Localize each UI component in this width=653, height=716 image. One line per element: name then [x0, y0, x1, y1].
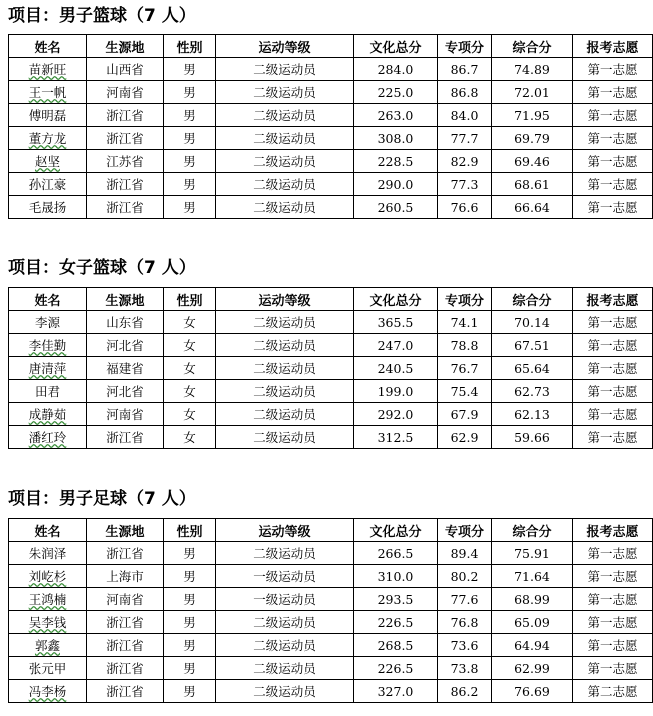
cell-origin: 浙江省 — [87, 542, 164, 565]
table-row — [9, 380, 653, 403]
header-total: 文化总分 — [354, 288, 438, 311]
cell-origin: 福建省 — [87, 357, 164, 380]
cell-gender: 男 — [164, 150, 216, 173]
cell-special: 77.7 — [438, 127, 492, 150]
student-name: 王一帆 — [28, 85, 67, 100]
table-row — [9, 565, 653, 588]
cell-level: 二级运动员 — [216, 104, 354, 127]
cell-total: 290.0 — [354, 173, 438, 196]
section-title-women-basketball: 项目：女子篮球（7 人） — [8, 258, 196, 278]
cell-level: 二级运动员 — [216, 127, 354, 150]
cell-total: 327.0 — [354, 680, 438, 703]
cell-total: 263.0 — [354, 104, 438, 127]
cell-level: 一级运动员 — [216, 565, 354, 588]
cell-level: 二级运动员 — [216, 58, 354, 81]
cell-name — [9, 334, 87, 357]
cell-origin: 河北省 — [87, 334, 164, 357]
header-choice: 报考志愿 — [573, 288, 653, 311]
header-level: 运动等级 — [216, 519, 354, 542]
cell-choice: 第一志愿 — [573, 426, 653, 449]
cell-composite: 69.79 — [492, 127, 573, 150]
student-name: 赵坚 — [34, 154, 60, 169]
cell-level: 二级运动员 — [216, 542, 354, 565]
cell-composite: 59.66 — [492, 426, 573, 449]
cell-name — [9, 380, 87, 403]
cell-total: 266.5 — [354, 542, 438, 565]
cell-total: 268.5 — [354, 634, 438, 657]
header-row — [9, 35, 653, 58]
cell-level: 二级运动员 — [216, 634, 354, 657]
header-total: 文化总分 — [354, 519, 438, 542]
cell-special: 80.2 — [438, 565, 492, 588]
cell-total: 247.0 — [354, 334, 438, 357]
student-name: 朱润泽 — [28, 546, 67, 561]
cell-origin: 江苏省 — [87, 150, 164, 173]
header-gender: 性别 — [164, 35, 216, 58]
cell-gender: 男 — [164, 81, 216, 104]
cell-name — [9, 58, 87, 81]
cell-origin: 河南省 — [87, 403, 164, 426]
cell-total: 226.5 — [354, 611, 438, 634]
cell-gender: 男 — [164, 542, 216, 565]
cell-gender: 男 — [164, 634, 216, 657]
cell-special: 73.6 — [438, 634, 492, 657]
header-choice: 报考志愿 — [573, 519, 653, 542]
cell-total: 284.0 — [354, 58, 438, 81]
cell-origin: 河南省 — [87, 81, 164, 104]
header-special: 专项分 — [438, 288, 492, 311]
cell-composite: 62.13 — [492, 403, 573, 426]
table-row — [9, 403, 653, 426]
cell-choice: 第一志愿 — [573, 334, 653, 357]
student-name: 傅明磊 — [28, 108, 67, 123]
cell-choice: 第一志愿 — [573, 588, 653, 611]
cell-level: 二级运动员 — [216, 380, 354, 403]
cell-choice: 第一志愿 — [573, 81, 653, 104]
cell-origin: 浙江省 — [87, 196, 164, 219]
cell-gender: 女 — [164, 426, 216, 449]
cell-special: 73.8 — [438, 657, 492, 680]
cell-gender: 女 — [164, 403, 216, 426]
cell-level: 二级运动员 — [216, 196, 354, 219]
cell-name — [9, 657, 87, 680]
table-women-basketball — [8, 287, 653, 449]
table-row — [9, 680, 653, 703]
cell-composite: 71.64 — [492, 565, 573, 588]
header-level: 运动等级 — [216, 35, 354, 58]
cell-composite: 62.99 — [492, 657, 573, 680]
cell-level: 二级运动员 — [216, 611, 354, 634]
cell-choice: 第一志愿 — [573, 58, 653, 81]
cell-gender: 女 — [164, 311, 216, 334]
cell-special: 76.7 — [438, 357, 492, 380]
cell-name — [9, 611, 87, 634]
cell-gender: 男 — [164, 58, 216, 81]
cell-gender: 女 — [164, 334, 216, 357]
cell-name — [9, 588, 87, 611]
cell-level: 二级运动员 — [216, 173, 354, 196]
cell-total: 199.0 — [354, 380, 438, 403]
cell-name — [9, 196, 87, 219]
cell-gender: 男 — [164, 196, 216, 219]
cell-special: 75.4 — [438, 380, 492, 403]
cell-choice: 第一志愿 — [573, 196, 653, 219]
cell-total: 240.5 — [354, 357, 438, 380]
cell-name — [9, 127, 87, 150]
cell-choice: 第一志愿 — [573, 150, 653, 173]
table-men-football — [8, 518, 653, 703]
cell-choice: 第一志愿 — [573, 173, 653, 196]
table-row — [9, 81, 653, 104]
cell-choice: 第一志愿 — [573, 127, 653, 150]
table-row — [9, 357, 653, 380]
cell-choice: 第一志愿 — [573, 611, 653, 634]
student-name: 董方龙 — [28, 131, 67, 146]
header-special: 专项分 — [438, 519, 492, 542]
cell-origin: 浙江省 — [87, 611, 164, 634]
header-special: 专项分 — [438, 35, 492, 58]
cell-level: 二级运动员 — [216, 657, 354, 680]
student-name: 苗新旺 — [28, 62, 67, 77]
header-level: 运动等级 — [216, 288, 354, 311]
header-origin: 生源地 — [87, 288, 164, 311]
table-row — [9, 173, 653, 196]
cell-composite: 74.89 — [492, 58, 573, 81]
cell-name — [9, 426, 87, 449]
cell-name — [9, 542, 87, 565]
cell-special: 86.2 — [438, 680, 492, 703]
cell-origin: 浙江省 — [87, 657, 164, 680]
cell-choice: 第一志愿 — [573, 403, 653, 426]
cell-origin: 浙江省 — [87, 680, 164, 703]
cell-total: 292.0 — [354, 403, 438, 426]
cell-level: 二级运动员 — [216, 150, 354, 173]
header-row — [9, 519, 653, 542]
cell-choice: 第一志愿 — [573, 104, 653, 127]
table-row — [9, 311, 653, 334]
cell-special: 62.9 — [438, 426, 492, 449]
cell-origin: 浙江省 — [87, 127, 164, 150]
cell-composite: 76.69 — [492, 680, 573, 703]
cell-gender: 男 — [164, 680, 216, 703]
cell-special: 82.9 — [438, 150, 492, 173]
cell-level: 二级运动员 — [216, 334, 354, 357]
table-row — [9, 634, 653, 657]
cell-name — [9, 680, 87, 703]
cell-origin: 浙江省 — [87, 173, 164, 196]
header-origin: 生源地 — [87, 35, 164, 58]
cell-origin: 浙江省 — [87, 634, 164, 657]
student-name: 冯李杨 — [28, 684, 67, 699]
cell-special: 67.9 — [438, 403, 492, 426]
header-name: 姓名 — [9, 35, 87, 58]
student-name: 张元甲 — [28, 661, 67, 676]
cell-total: 228.5 — [354, 150, 438, 173]
cell-composite: 70.14 — [492, 311, 573, 334]
cell-name — [9, 634, 87, 657]
student-name: 王鸿楠 — [28, 592, 67, 607]
student-name: 李源 — [34, 315, 60, 330]
table-row — [9, 542, 653, 565]
cell-choice: 第一志愿 — [573, 634, 653, 657]
cell-choice: 第一志愿 — [573, 380, 653, 403]
cell-name — [9, 357, 87, 380]
cell-composite: 64.94 — [492, 634, 573, 657]
student-name: 孙江豪 — [28, 177, 67, 192]
table-men-basketball — [8, 34, 653, 219]
header-gender: 性别 — [164, 519, 216, 542]
header-origin: 生源地 — [87, 519, 164, 542]
student-name: 毛晟扬 — [28, 200, 67, 215]
cell-gender: 女 — [164, 380, 216, 403]
cell-composite: 72.01 — [492, 81, 573, 104]
cell-origin: 浙江省 — [87, 426, 164, 449]
cell-origin: 河北省 — [87, 380, 164, 403]
cell-choice: 第二志愿 — [573, 680, 653, 703]
header-name: 姓名 — [9, 288, 87, 311]
cell-gender: 女 — [164, 357, 216, 380]
cell-special: 86.7 — [438, 58, 492, 81]
cell-composite: 68.99 — [492, 588, 573, 611]
cell-total: 260.5 — [354, 196, 438, 219]
student-name: 田君 — [34, 384, 60, 399]
table-row — [9, 127, 653, 150]
cell-composite: 75.91 — [492, 542, 573, 565]
student-name: 李佳勤 — [28, 338, 67, 353]
cell-composite: 65.64 — [492, 357, 573, 380]
cell-choice: 第一志愿 — [573, 657, 653, 680]
header-composite: 综合分 — [492, 288, 573, 311]
cell-level: 二级运动员 — [216, 311, 354, 334]
cell-choice: 第一志愿 — [573, 565, 653, 588]
cell-level: 二级运动员 — [216, 426, 354, 449]
cell-special: 77.6 — [438, 588, 492, 611]
cell-composite: 67.51 — [492, 334, 573, 357]
cell-special: 84.0 — [438, 104, 492, 127]
cell-origin: 河南省 — [87, 588, 164, 611]
cell-origin: 浙江省 — [87, 104, 164, 127]
cell-special: 89.4 — [438, 542, 492, 565]
cell-name — [9, 173, 87, 196]
cell-composite: 62.73 — [492, 380, 573, 403]
student-name: 唐清萍 — [28, 361, 67, 376]
student-name: 吴李钱 — [28, 615, 67, 630]
table-row — [9, 588, 653, 611]
header-choice: 报考志愿 — [573, 35, 653, 58]
cell-special: 77.3 — [438, 173, 492, 196]
cell-level: 二级运动员 — [216, 680, 354, 703]
cell-special: 74.1 — [438, 311, 492, 334]
cell-composite: 69.46 — [492, 150, 573, 173]
table-row — [9, 196, 653, 219]
cell-name — [9, 81, 87, 104]
cell-origin: 山西省 — [87, 58, 164, 81]
cell-choice: 第一志愿 — [573, 542, 653, 565]
cell-level: 二级运动员 — [216, 357, 354, 380]
header-composite: 综合分 — [492, 519, 573, 542]
cell-special: 76.8 — [438, 611, 492, 634]
cell-total: 310.0 — [354, 565, 438, 588]
cell-gender: 男 — [164, 565, 216, 588]
section-title-men-basketball: 项目：男子篮球（7 人） — [8, 6, 196, 26]
cell-gender: 男 — [164, 127, 216, 150]
cell-special: 86.8 — [438, 81, 492, 104]
cell-total: 308.0 — [354, 127, 438, 150]
cell-special: 78.8 — [438, 334, 492, 357]
cell-total: 226.5 — [354, 657, 438, 680]
cell-gender: 男 — [164, 173, 216, 196]
header-composite: 综合分 — [492, 35, 573, 58]
cell-name — [9, 150, 87, 173]
cell-composite: 66.64 — [492, 196, 573, 219]
cell-name — [9, 104, 87, 127]
cell-composite: 71.95 — [492, 104, 573, 127]
cell-level: 二级运动员 — [216, 403, 354, 426]
cell-gender: 男 — [164, 588, 216, 611]
table-row — [9, 150, 653, 173]
cell-choice: 第一志愿 — [573, 357, 653, 380]
table-row — [9, 334, 653, 357]
table-row — [9, 611, 653, 634]
cell-name — [9, 403, 87, 426]
cell-name — [9, 565, 87, 588]
cell-choice: 第一志愿 — [573, 311, 653, 334]
student-name: 潘红玲 — [28, 430, 67, 445]
cell-gender: 男 — [164, 104, 216, 127]
cell-total: 225.0 — [354, 81, 438, 104]
cell-gender: 男 — [164, 657, 216, 680]
student-name: 刘屹杉 — [28, 569, 67, 584]
section-title-men-football: 项目：男子足球（7 人） — [8, 489, 196, 509]
table-row — [9, 58, 653, 81]
header-name: 姓名 — [9, 519, 87, 542]
cell-total: 312.5 — [354, 426, 438, 449]
student-name: 郭鑫 — [34, 638, 60, 653]
table-row — [9, 426, 653, 449]
cell-composite: 65.09 — [492, 611, 573, 634]
table-row — [9, 104, 653, 127]
cell-level: 一级运动员 — [216, 588, 354, 611]
cell-origin: 上海市 — [87, 565, 164, 588]
header-gender: 性别 — [164, 288, 216, 311]
header-total: 文化总分 — [354, 35, 438, 58]
cell-total: 365.5 — [354, 311, 438, 334]
cell-level: 二级运动员 — [216, 81, 354, 104]
cell-composite: 68.61 — [492, 173, 573, 196]
table-row — [9, 657, 653, 680]
cell-name — [9, 311, 87, 334]
header-row — [9, 288, 653, 311]
cell-special: 76.6 — [438, 196, 492, 219]
cell-total: 293.5 — [354, 588, 438, 611]
cell-gender: 男 — [164, 611, 216, 634]
cell-origin: 山东省 — [87, 311, 164, 334]
student-name: 成静茹 — [28, 407, 67, 422]
